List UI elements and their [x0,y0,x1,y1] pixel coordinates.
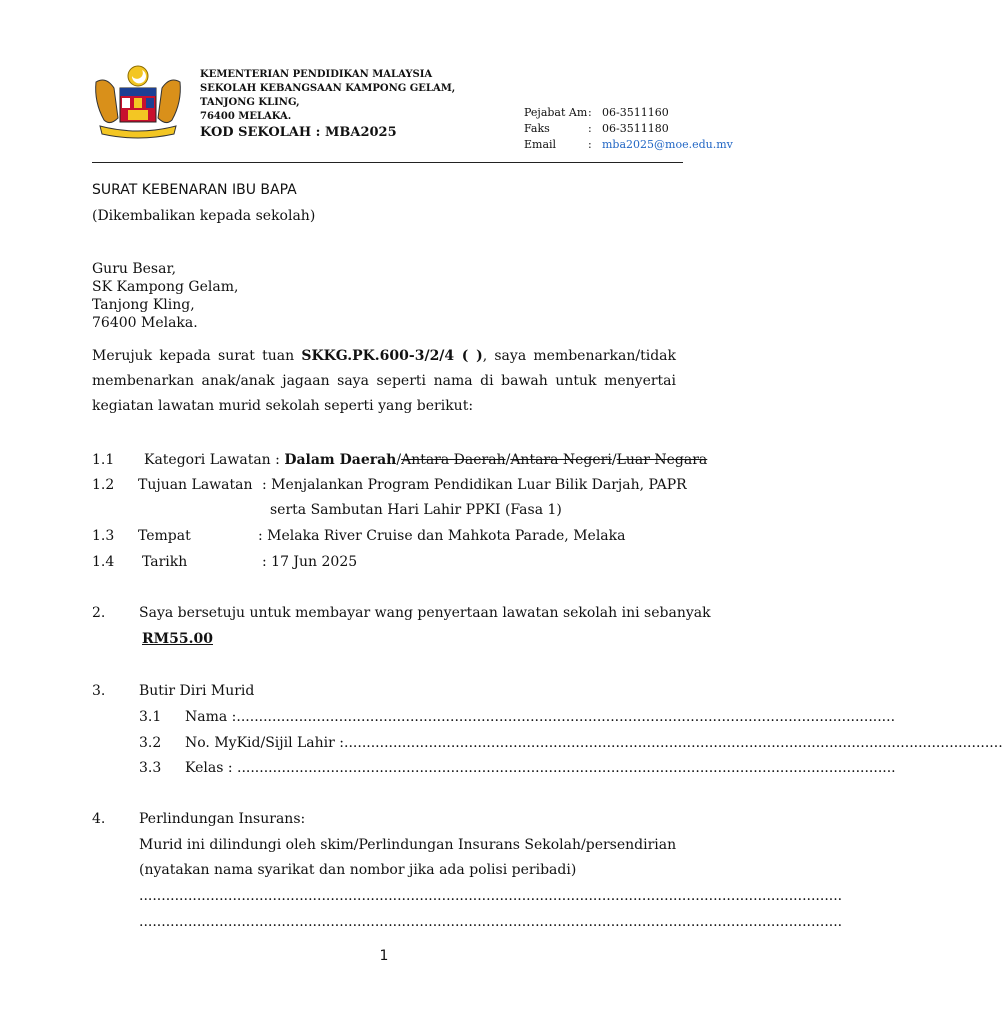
payment-text: Saya bersetuju untuk membayar wang penyertaan lawatan sekolah ini sebanyak [139,605,711,621]
school-code: KOD SEKOLAH : MBA2025 [200,125,397,140]
contact-sep: : [588,106,592,119]
address-line: SK Kampong Gelam, [92,279,239,295]
field-label: Kelas : [185,760,233,776]
tempat-value: : Melaka River Cruise dan Mahkota Parade, Melaka [258,528,626,544]
kategori-label: Kategori Lawatan : [144,452,280,468]
kategori-selected: Dalam Daerah [284,452,397,468]
insurance-note: (nyatakan nama syarikat dan nombor jika ada polisi peribadi) [139,862,577,878]
recipient-address [92,260,238,332]
field-number: 3.2 [139,735,162,751]
reference-number: SKKG.PK.600-3/2/4 ( ) [301,348,483,364]
intro-pre: Merujuk kepada surat tuan [92,348,302,364]
contact-block [524,105,733,153]
item-number: 1.3 [92,528,115,544]
slash: / [505,452,511,468]
section-title: Perlindungan Insurans: [139,811,306,827]
header-divider [92,162,683,163]
insurance-text: Murid ini dilindungi oleh skim/Perlindungan Insurans Sekolah/persendirian [139,837,677,853]
letter-title: SURAT KEBENARAN IBU BAPA [92,182,297,198]
kelas-field[interactable]: Kelas : .................................................................................................................................................... [185,760,896,776]
section-number: 2. [92,605,106,621]
kategori-struck: Antara Daerah [401,452,506,468]
tujuan-value-cont: serta Sambutan Hari Lahir PPKI (Fasa 1) [270,502,562,518]
insurance-line-field[interactable]: .............................................................................................................................................................. [139,888,843,904]
field-label: Nama : [185,709,237,725]
mykid-field[interactable]: No. MyKid/Sijil Lahir :.................................................................................................................................................... [185,735,1003,751]
contact-row-fax [524,121,733,137]
contact-sep: : [588,138,592,151]
section-title: Butir Diri Murid [139,683,255,699]
item-number: 1.2 [92,477,115,493]
contact-row-email [524,137,733,153]
intro-post: , saya membenarkan/tidak membenarkan anak/anak jagaan saya seperti nama di bawah untuk menyertai kegiatan lawatan murid sekolah seperti yang berikut: [92,348,676,414]
contact-row-office [524,105,733,121]
tujuan-label: Tujuan Lawatan [138,477,253,493]
school-city: 76400 MELAKA. [200,111,292,122]
letter-subtitle: (Dikembalikan kepada sekolah) [92,208,316,224]
slash: / [611,452,617,468]
school-header [200,68,455,142]
contact-value: 06-3511180 [602,122,669,135]
school-street: TANJONG KLING, [200,97,300,108]
page-number: 1 [379,948,389,964]
slash: / [396,452,402,468]
payment-amount: RM55.00 [142,631,213,647]
item-number: 1.4 [92,554,115,570]
tempat-label: Tempat [138,528,191,544]
contact-label: Pejabat Am [524,106,588,119]
contact-label: Faks [524,122,550,135]
kategori-row [144,451,707,469]
field-number: 3.1 [139,709,162,725]
kategori-struck: Antara Negeri [510,452,612,468]
item-number: 1.1 [92,452,115,468]
contact-sep: : [588,122,592,135]
tujuan-value: : Menjalankan Program Pendidikan Luar Bilik Darjah, PAPR [262,477,687,493]
field-number: 3.3 [139,760,162,776]
email-link[interactable]: mba2025@moe.edu.mv [602,138,733,151]
contact-value: 06-3511160 [602,106,669,119]
section-number: 3. [92,683,106,699]
intro-paragraph [92,344,676,419]
kategori-struck: Luar Negara [616,452,708,468]
contact-label: Email [524,138,557,151]
section-number: 4. [92,811,106,827]
nama-field[interactable]: Nama :.................................................................................................................................................... [185,709,896,725]
school-name: SEKOLAH KEBANGSAAN KAMPONG GELAM, [200,83,456,94]
tarikh-value: : 17 Jun 2025 [262,554,358,570]
ministry-name: KEMENTERIAN PENDIDIKAN MALAYSIA [200,69,433,80]
address-line: 76400 Melaka. [92,315,198,331]
address-line: Tanjong Kling, [92,297,195,313]
tarikh-label: Tarikh [142,554,188,570]
field-label: No. MyKid/Sijil Lahir : [185,735,345,751]
insurance-line-field[interactable]: .............................................................................................................................................................. [139,914,843,930]
address-line: Guru Besar, [92,261,177,277]
crest-emblem-icon [88,62,188,140]
